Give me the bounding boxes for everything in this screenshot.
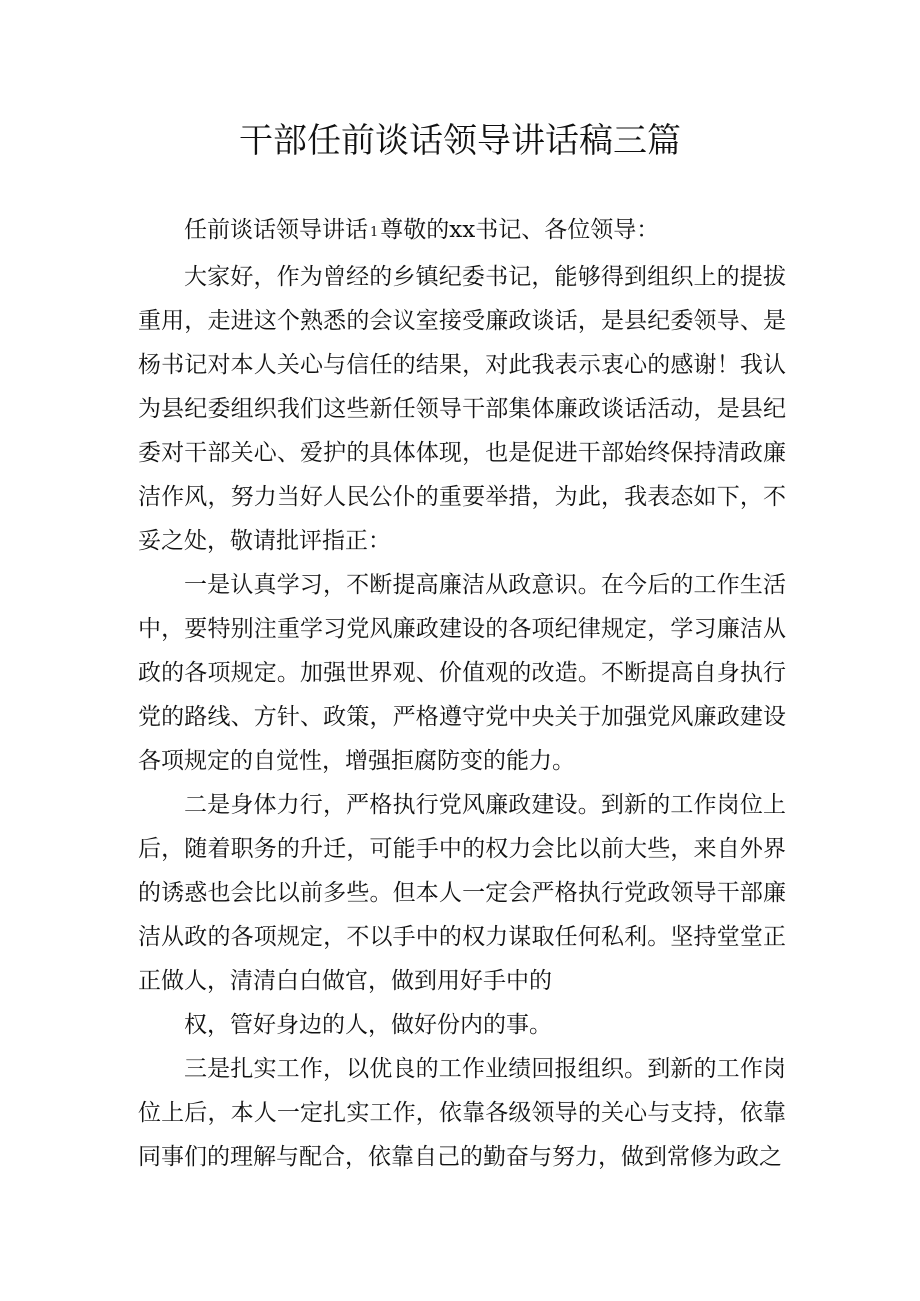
paragraph-greeting: 大家好，作为曾经的乡镇纪委书记，能够得到组织上的提拔重用，走进这个熟悉的会议室接受廉政谈话，是县纪委领导、是杨书记对本人关心与信任的结果，对此我表示衷心的感谢！我认为县纪委组织我们这些新任领导干部集体廉政谈话活动，是县纪委对干部关心、爱护的具体体现，也是促进干部始终保持清政廉洁作风，努力当好人民公仆的重要举措，为此，我表态如下，不妥之处，敬请批评指正： <box>138 264 786 554</box>
paragraph-salutation-text: 尊敬的xx书记、各位领导： <box>380 217 660 243</box>
paragraph-point-three: 三是扎实工作，以优良的工作业绩回报组织。到新的工作岗位上后，本人一定扎实工作，依靠各级领导的关心与支持，依靠同事们的理解与配合，依靠自己的勤奋与努力，做到常修为政之 <box>138 1056 786 1170</box>
document-body <box>138 208 786 1179</box>
paragraph-salutation <box>138 208 786 255</box>
paragraph-point-two-continued: 权，管好身边的人，做好份内的事。 <box>184 1012 552 1038</box>
document-title: 干部任前谈话领导讲话稿三篇 <box>239 121 681 161</box>
footnote-number: 1 <box>370 225 379 240</box>
paragraph-salutation-lead: 任前谈话领导讲话 <box>184 217 368 243</box>
paragraph-point-two: 二是身体力行，严格执行党风廉政建设。到新的工作岗位上后，随着职务的升迁，可能手中的权力会比以前大些，来自外界的诱惑也会比以前多些。但本人一定会严格执行党政领导干部廉洁从政的各项规定，不以手中的权力谋取任何私利。坚持堂堂正正做人，清清白白做官，做到用好手中的 <box>138 792 786 994</box>
paragraph-point-one: 一是认真学习，不断提高廉洁从政意识。在今后的工作生活中，要特别注重学习党风廉政建设的各项纪律规定，学习廉洁从政的各项规定。加强世界观、价值观的改造。不断提高自身执行党的路线、方针、政策，严格遵守党中央关于加强党风廉政建设各项规定的自觉性，增强拒腐防变的能力。 <box>138 572 786 774</box>
